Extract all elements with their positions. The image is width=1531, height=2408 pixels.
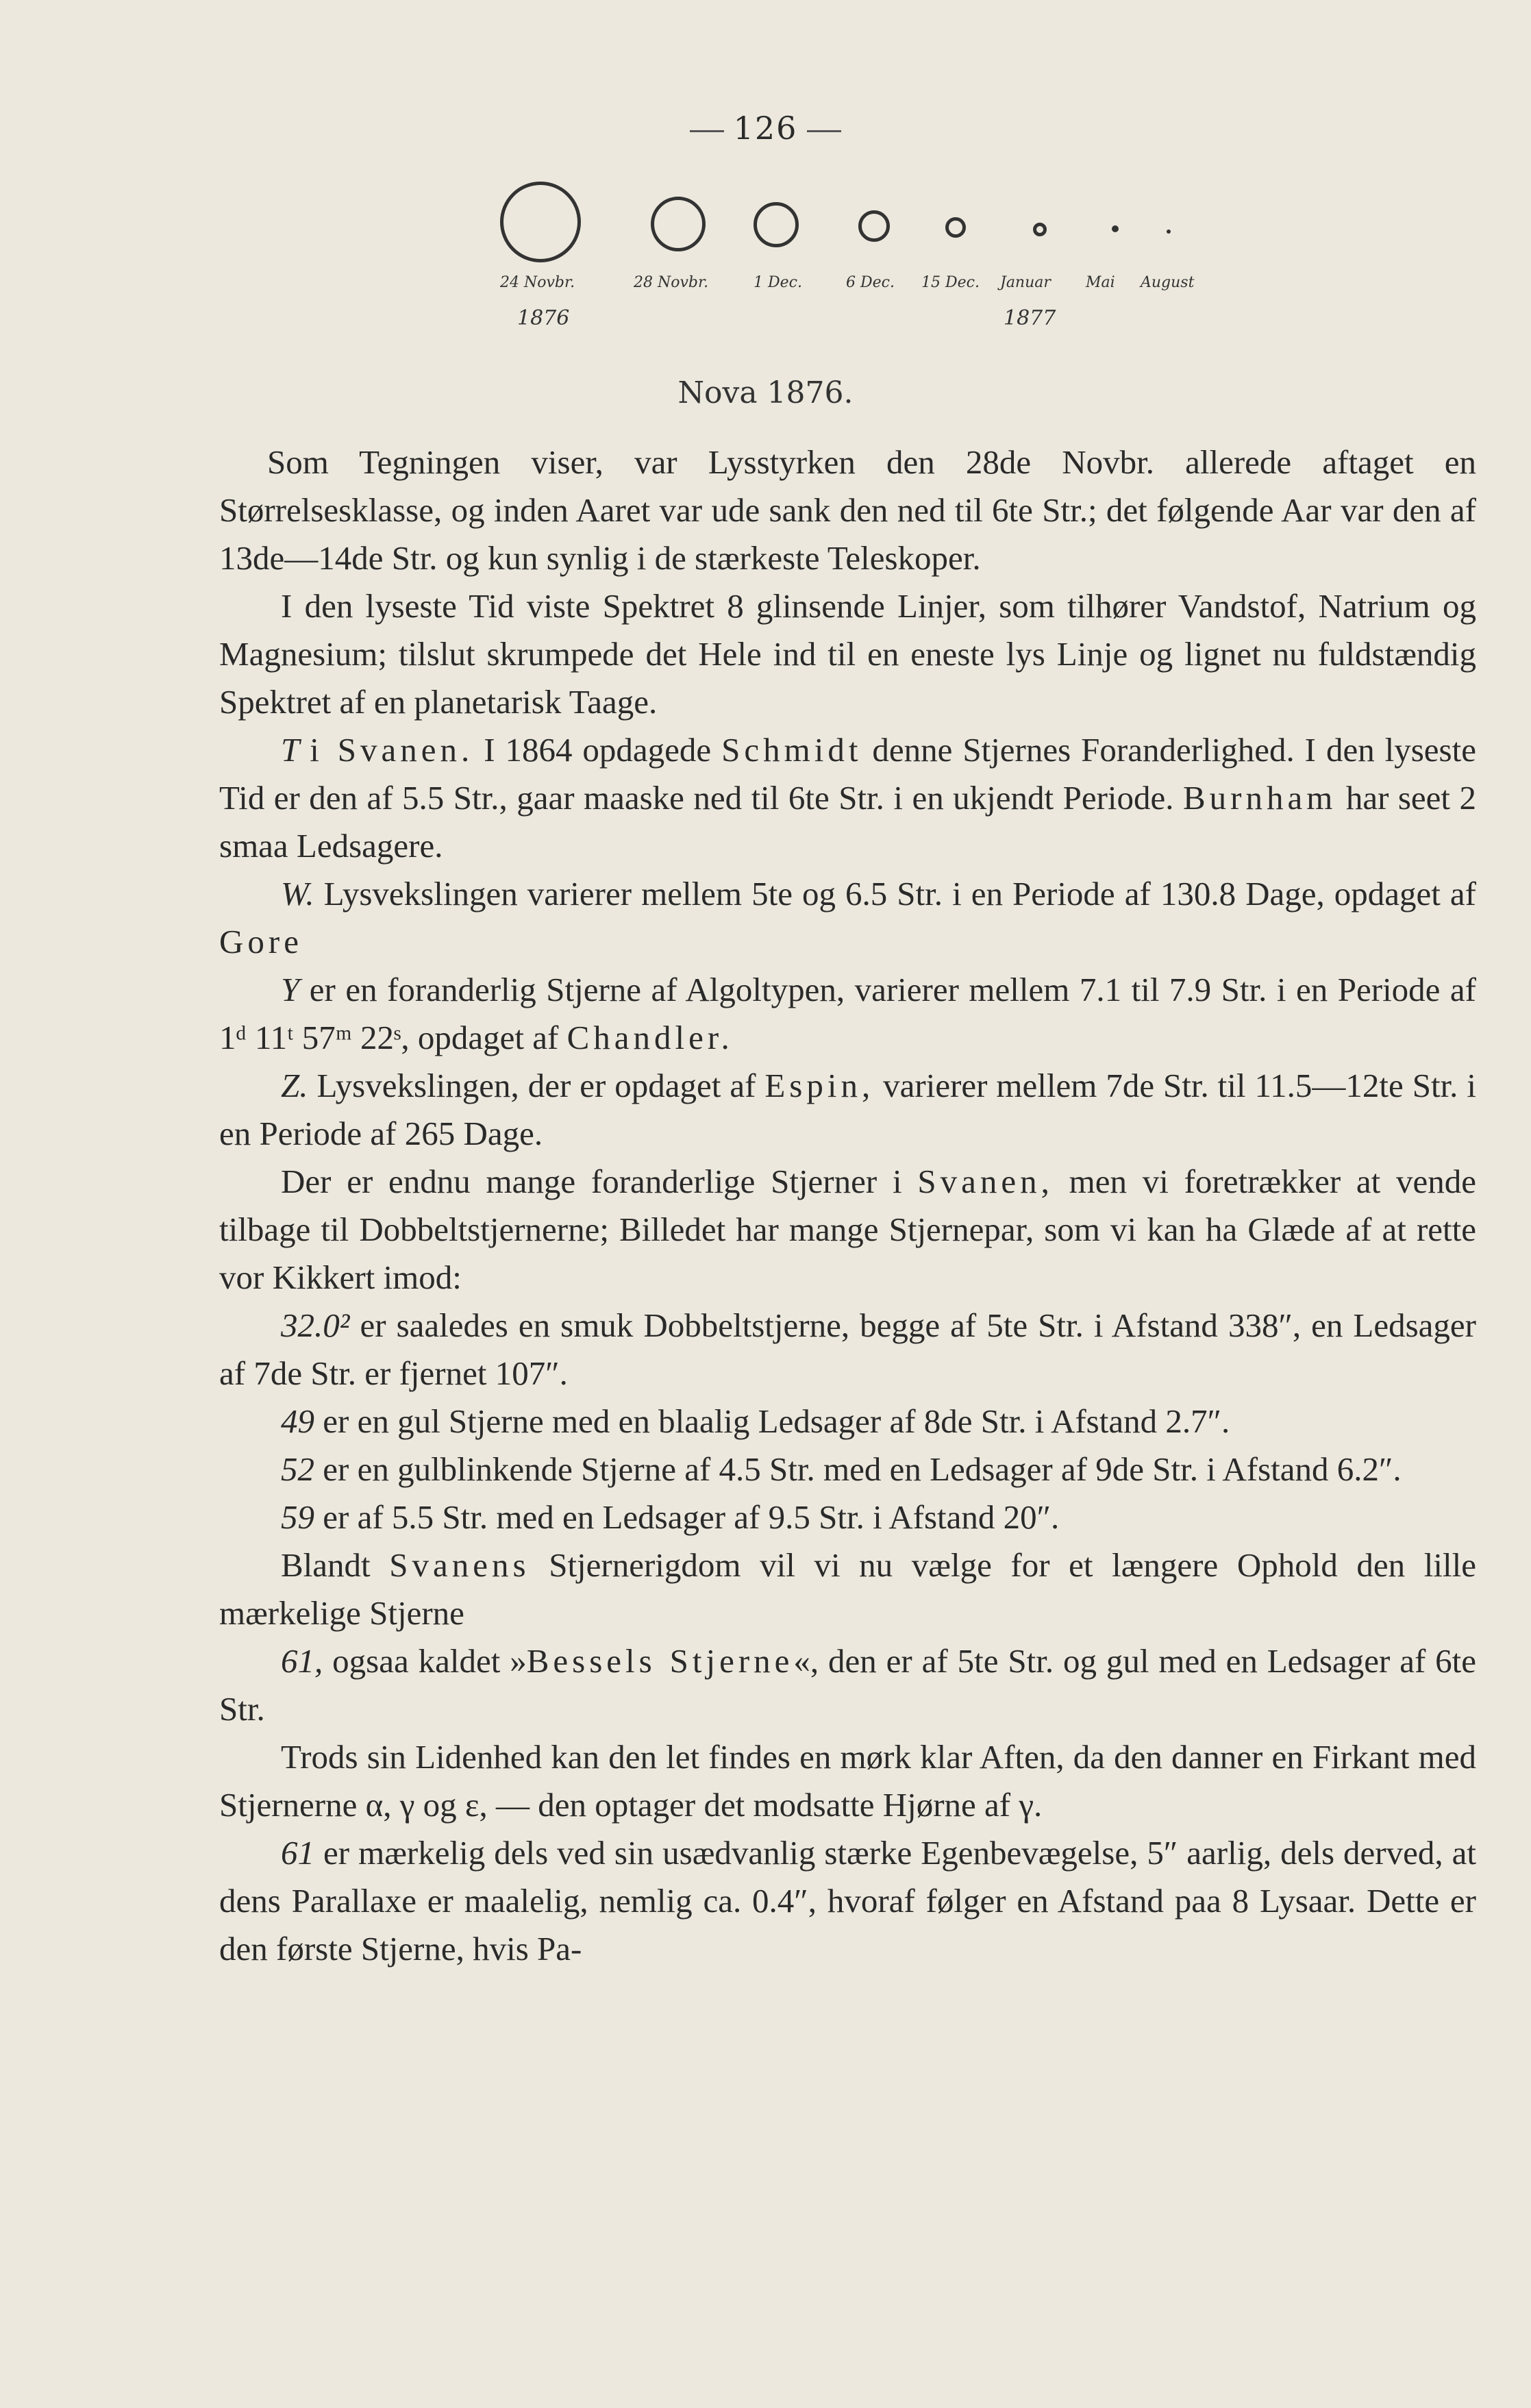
paragraph: [219, 870, 1476, 966]
label-28-novbr: 28 Novbr.: [634, 274, 709, 291]
text-run: Z.: [281, 1067, 308, 1104]
paragraph: [219, 582, 1476, 726]
text-run: 49: [281, 1402, 314, 1440]
dash-right: [807, 130, 841, 132]
paragraph: [219, 1062, 1476, 1158]
nova-dot-7: [1112, 225, 1119, 232]
text-run: W.: [281, 875, 314, 913]
text-run: Svanen,: [917, 1163, 1054, 1200]
text-run: er saaledes en smuk Dobbeltstjerne, begge af 5te Str. i Afstand 338″, en Ledsager af 7de Str. er fjernet 107″.: [219, 1306, 1476, 1392]
paragraph: [219, 1829, 1476, 1973]
text-run: 52: [281, 1450, 314, 1488]
text-run: Svanens: [389, 1546, 530, 1584]
text-run: Gore: [219, 923, 303, 960]
label-6-dec: 6 Dec.: [846, 274, 895, 291]
label-year-1877: 1877: [1004, 306, 1056, 330]
paragraph: [219, 1302, 1476, 1398]
nova-disc-3: [754, 202, 799, 247]
text-run: Blandt: [281, 1546, 390, 1584]
paragraph: [219, 1541, 1476, 1637]
label-year-1876: 1876: [517, 306, 570, 330]
text-run: Y: [281, 971, 300, 1008]
text-run: «, den er af 5te Str. og gul med en Ledsager af 6te Str.: [219, 1642, 1477, 1728]
text-run: er en gul Stjerne med en blaalig Ledsager af 8de Str. i Afstand 2.7″.: [314, 1402, 1230, 1440]
text-run: Trods sin Lidenhed kan den let findes en mørk klar Aften, da den danner en Firkant med Stjernerne α, γ og ε, — den optager det modsatte Hjørne af γ.: [219, 1738, 1476, 1824]
text-run: er af 5.5 Str. med en Ledsager af 9.5 Str. i Afstand 20″.: [314, 1498, 1060, 1536]
paragraph: [219, 1637, 1476, 1733]
paragraph: [219, 1158, 1476, 1302]
nova-disc-4: [858, 210, 890, 242]
paragraph: [219, 1733, 1476, 1829]
text-run: i Svanen.: [310, 731, 474, 769]
text-run: 61: [281, 1834, 314, 1872]
text-run: T: [281, 731, 300, 769]
body-text: [219, 438, 1476, 1973]
nova-disc-5: [945, 217, 966, 238]
text-run: denne Stjernes Foranderlighed. I den lyseste Tid er den af 5.5 Str., gaar maaske ned til 6te Str. i en ukjendt Periode.: [219, 731, 1476, 817]
paragraph: [219, 966, 1476, 1062]
text-run: Lysvekslingen, der er opdaget af: [308, 1067, 765, 1104]
text-run: men vi foretrækker at vende tilbage til Dobbeltstjernerne; Billedet har mange Stjernepar, som vi kan ha Glæde af at rette vor Kikkert imod:: [219, 1163, 1477, 1296]
text-run: 59: [281, 1498, 314, 1536]
text-run: er mærkelig dels ved sin usædvanlig stærke Egenbevægelse, 5″ aarlig, dels derved, at dens Parallaxe er maalelig, nemlig ca. 0.4″, hvoraf følger en Afstand paa 8 Lysaar. Dette er den første Stjerne, hvis Pa-: [219, 1834, 1476, 1968]
text-run: har seet 2 smaa Ledsagere.: [219, 779, 1477, 865]
dash-left: [690, 130, 724, 132]
nova-disc-1: [500, 182, 581, 262]
nova-magnitude-figure: [480, 175, 1370, 360]
nova-disc-2: [651, 197, 706, 251]
label-mai: Mai: [1086, 274, 1115, 291]
paragraph: [219, 438, 1476, 582]
text-run: 61,: [281, 1642, 323, 1680]
label-15-dec: 15 Dec.: [921, 274, 980, 291]
text-run: Som Tegningen viser, var Lysstyrken den 28de Novbr. allerede aftaget en Størrelsesklasse, og inden Aaret var ude sank den ned til 6te Str.; det følgende Aar var den af 13de—14de Str. og kun synlig i de stærkeste Teleskoper.: [219, 443, 1476, 577]
paragraph: [219, 1493, 1476, 1541]
text-run: [299, 731, 310, 769]
figure-caption: Nova 1876.: [677, 375, 854, 410]
nova-dot-8: [1167, 229, 1171, 234]
text-run: 32.0²: [281, 1306, 350, 1344]
text-run: Bessels Stjerne: [526, 1642, 794, 1680]
text-run: Espin,: [764, 1067, 875, 1104]
text-run: ogsaa kaldet »: [323, 1642, 527, 1680]
page-number: [0, 110, 1531, 147]
text-run: Chandler.: [567, 1019, 734, 1056]
text-run: I den lyseste Tid viste Spektret 8 glinsende Linjer, som tilhører Vandstof, Natrium og Magnesium; tilslut skrumpede det Hele ind til en eneste lys Linje og lignet nu fuldstændig Spektret af en planetarisk Taage.: [219, 587, 1476, 721]
paragraph: [219, 1398, 1476, 1445]
text-run: Der er endnu mange foranderlige Stjerner i: [281, 1163, 918, 1200]
page-number-text: 126: [733, 110, 798, 147]
paragraph: [219, 1445, 1476, 1493]
label-januar: Januar: [1000, 274, 1051, 291]
text-run: I 1864 opdagede: [473, 731, 722, 769]
nova-disc-6: [1033, 223, 1047, 236]
label-august: August: [1141, 274, 1195, 291]
text-run: er en gulblinkende Stjerne af 4.5 Str. med en Ledsager af 9de Str. i Afstand 6.2″.: [314, 1450, 1402, 1488]
text-run: Burnham: [1183, 779, 1337, 817]
paragraph: [219, 726, 1476, 870]
label-1-dec: 1 Dec.: [754, 274, 802, 291]
text-run: varierer mellem 7de Str. til 11.5—12te Str. i en Periode af 265 Dage.: [219, 1067, 1476, 1152]
text-run: Lysvekslingen varierer mellem 5te og 6.5 Str. i en Periode af 130.8 Dage, opdaget af: [314, 875, 1476, 913]
text-run: Schmidt: [721, 731, 862, 769]
label-24-novbr: 24 Novbr.: [500, 274, 575, 291]
text-run: er en foranderlig Stjerne af Algoltypen, varierer mellem 7.1 til 7.9 Str. i en Periode af 1ᵈ 11ᵗ 57ᵐ 22ˢ, opdaget af: [219, 971, 1476, 1056]
text-run: Stjernerigdom vil vi nu vælge for et længere Ophold den lille mærkelige Stjerne: [219, 1546, 1476, 1632]
